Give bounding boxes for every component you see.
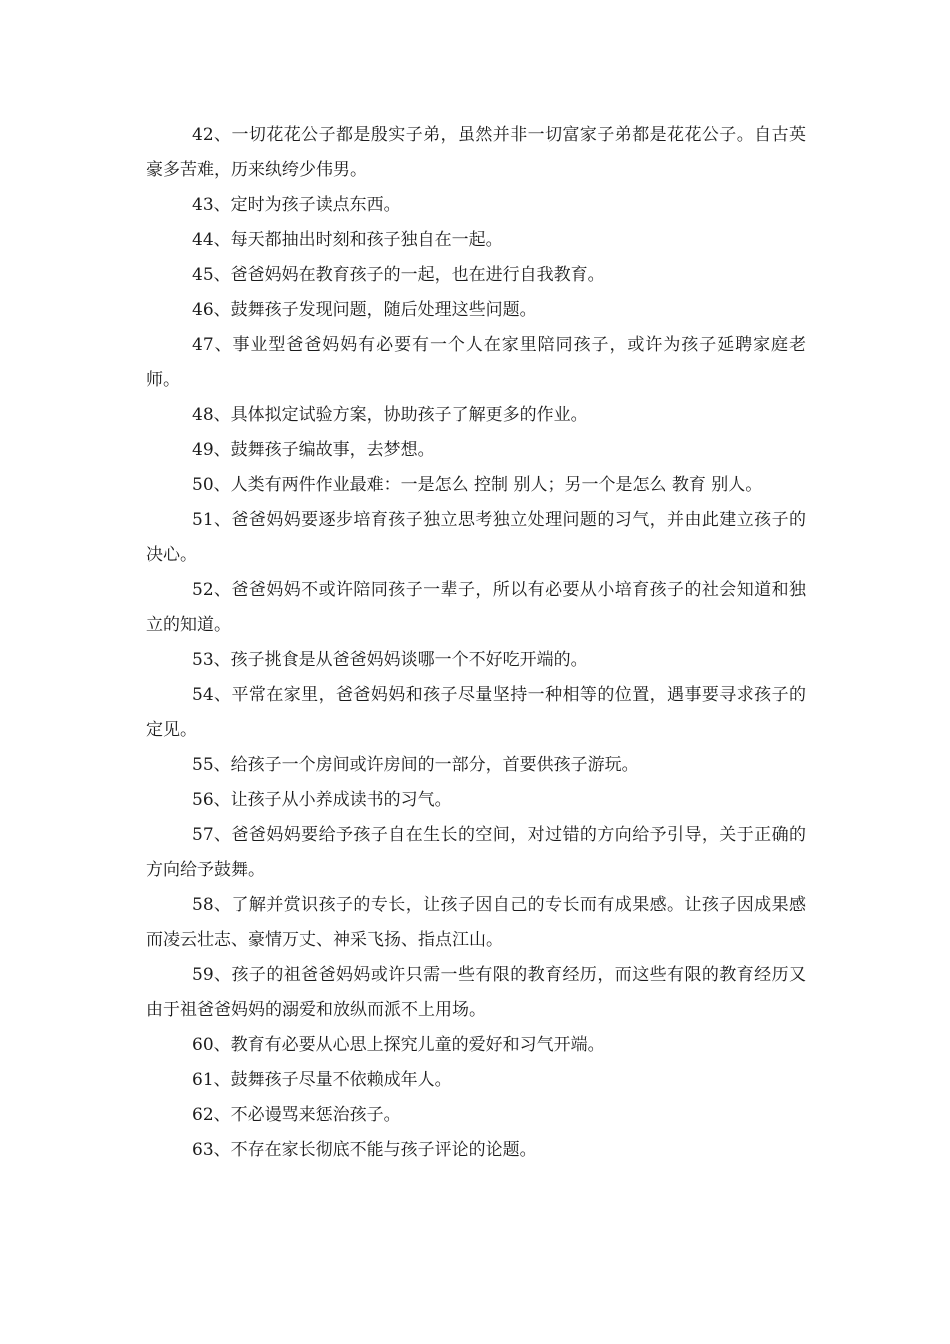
paragraph-49: 49、鼓舞孩子编故事，去梦想。: [192, 440, 435, 460]
paragraph-56: 56、让孩子从小养成读书的习气。: [192, 790, 452, 810]
paragraph-44: 44、每天都抽出时刻和孩子独自在一起。: [192, 230, 503, 250]
paragraph-51: 51、爸爸妈妈要逐步培育孩子独立思考独立处理问题的习气，并由此建立孩子的决心。: [146, 510, 806, 565]
paragraph-54: 54、平常在家里，爸爸妈妈和孩子尽量坚持一种相等的位置，遇事要寻求孩子的定见。: [146, 685, 806, 740]
paragraph-52: 52、爸爸妈妈不或许陪同孩子一辈子，所以有必要从小培育孩子的社会知道和独立的知道。: [146, 580, 806, 635]
paragraph-63: 63、不存在家长彻底不能与孩子评论的论题。: [192, 1140, 537, 1160]
paragraph-43: 43、定时为孩子读点东西。: [192, 195, 401, 215]
paragraph-58: 58、了解并赏识孩子的专长，让孩子因自己的专长而有成果感。让孩子因成果感而凌云壮志、豪情万丈、神采飞扬、指点江山。: [146, 895, 806, 950]
paragraph-53: 53、孩子挑食是从爸爸妈妈谈哪一个不好吃开端的。: [192, 650, 588, 670]
paragraph-55: 55、给孩子一个房间或许房间的一部分，首要供孩子游玩。: [192, 755, 639, 775]
paragraph-62: 62、不必谩骂来惩治孩子。: [192, 1105, 401, 1125]
paragraph-47: 47、事业型爸爸妈妈有必要有一个人在家里陪同孩子，或许为孩子延聘家庭老师。: [146, 335, 806, 390]
paragraph-48: 48、具体拟定试验方案，协助孩子了解更多的作业。: [192, 405, 588, 425]
paragraph-61: 61、鼓舞孩子尽量不依赖成年人。: [192, 1070, 452, 1090]
document-page: [146, 118, 806, 1168]
paragraph-45: 45、爸爸妈妈在教育孩子的一起，也在进行自我教育。: [192, 265, 605, 285]
paragraph-46: 46、鼓舞孩子发现问题，随后处理这些问题。: [192, 300, 537, 320]
paragraph-60: 60、教育有必要从心思上探究儿童的爱好和习气开端。: [192, 1035, 605, 1055]
paragraph-59: 59、孩子的祖爸爸妈妈或许只需一些有限的教育经历，而这些有限的教育经历又由于祖爸爸妈妈的溺爱和放纵而派不上用场。: [146, 965, 806, 1020]
paragraph-57: 57、爸爸妈妈要给予孩子自在生长的空间，对过错的方向给予引导，关于正确的方向给予鼓舞。: [146, 825, 806, 880]
paragraph-50: 50、人类有两件作业最难：一是怎么 控制 别人；另一个是怎么 教育 别人。: [192, 475, 763, 495]
paragraph-42: 42、一切花花公子都是殷实子弟，虽然并非一切富家子弟都是花花公子。自古英豪多苦难，历来纨绔少伟男。: [146, 125, 806, 180]
